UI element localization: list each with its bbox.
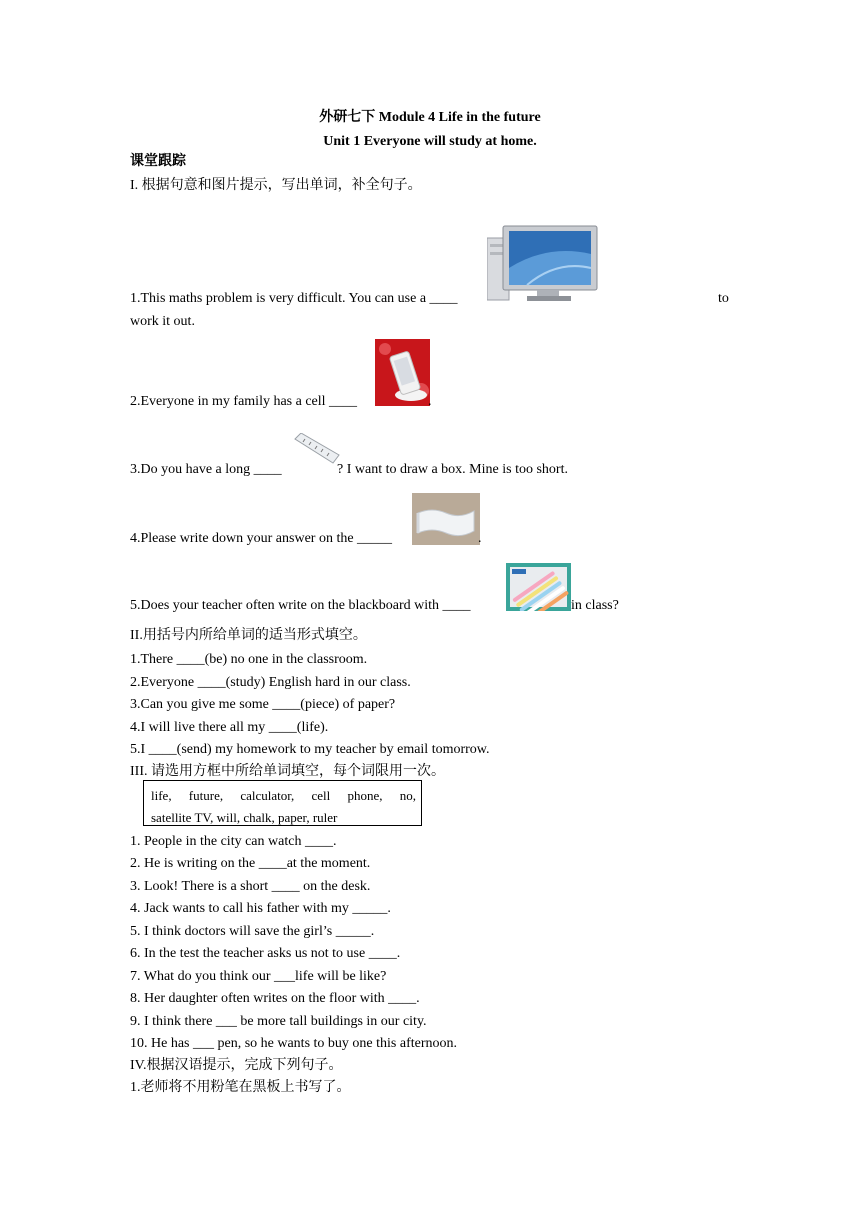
part2-item: 4.I will live there all my ____(life). xyxy=(130,720,329,735)
part2-item: 1.There ____(be) no one in the classroom. xyxy=(130,652,368,667)
part1-q2-tail: . xyxy=(428,394,432,409)
word-box-line1 xyxy=(151,788,416,804)
part3-heading: III. 请选用方框中所给单词填空，每个词限用一次。 xyxy=(130,764,445,779)
page-title: 外研七下 Module 4 Life in the future xyxy=(319,110,541,125)
word-box-line2: satellite TV, will, chalk, paper, ruler xyxy=(151,810,338,825)
part1-q3-tail: ? I want to draw a box. Mine is too short. xyxy=(337,462,568,477)
part1-q4-tail: . xyxy=(478,531,482,546)
part3-item: 8. Her daughter often writes on the floor with ____. xyxy=(130,991,420,1006)
word-box-word: future, xyxy=(188,788,224,803)
word-box-word: calculator, xyxy=(240,788,295,803)
paper-icon xyxy=(412,493,480,545)
word-box xyxy=(143,780,422,826)
part1-q4-text: 4.Please write down your answer on the _____ xyxy=(130,531,393,546)
part3-item: 10. He has ___ pen, so he wants to buy one this afternoon. xyxy=(130,1036,457,1051)
section-label: 课堂跟踪 xyxy=(130,154,186,169)
part2-item: 3.Can you give me some ____(piece) of paper? xyxy=(130,697,396,712)
part3-item: 3. Look! There is a short ____ on the desk. xyxy=(130,879,371,894)
page-subtitle: Unit 1 Everyone will study at home. xyxy=(323,134,537,149)
part3-item: 5. I think doctors will save the girl’s _____. xyxy=(130,924,375,939)
part2-item: 2.Everyone ____(study) English hard in our class. xyxy=(130,675,411,690)
part3-item: 7. What do you think our ___life will be like? xyxy=(130,969,387,984)
word-box-word: cell xyxy=(311,788,331,803)
part1-q1-tail: to xyxy=(718,291,729,306)
cell-phone-icon xyxy=(375,339,430,406)
part4-heading: IV.根据汉语提示，完成下列句子。 xyxy=(130,1058,343,1073)
computer-monitor-icon xyxy=(487,224,598,304)
part3-item: 1. People in the city can watch ____. xyxy=(130,834,337,849)
part3-item: 9. I think there ___ be more tall buildings in our city. xyxy=(130,1014,427,1029)
part3-item: 6. In the test the teacher asks us not to use ____. xyxy=(130,946,401,961)
part1-q1-text: 1.This maths problem is very difficult. You can use a ____ xyxy=(130,291,458,306)
part1-heading: I. 根据句意和图片提示，写出单词，补全句子。 xyxy=(130,178,422,193)
part1-q1-cont: work it out. xyxy=(130,314,195,329)
part4-item: 1.老师将不用粉笔在黑板上书写了。 xyxy=(130,1080,351,1095)
word-box-word: no, xyxy=(399,788,416,803)
part3-item: 2. He is writing on the ____at the moment. xyxy=(130,856,371,871)
word-box-word: life, xyxy=(151,788,172,803)
part2-heading: II.用括号内所给单词的适当形式填空。 xyxy=(130,628,367,643)
part1-q5-text: 5.Does your teacher often write on the blackboard with ____ xyxy=(130,598,471,613)
part2-item: 5.I ____(send) my homework to my teacher by email tomorrow. xyxy=(130,742,490,757)
ruler-icon xyxy=(293,433,340,468)
part1-q2-text: 2.Everyone in my family has a cell ____ xyxy=(130,394,358,409)
part3-item: 4. Jack wants to call his father with my _____. xyxy=(130,901,391,916)
word-box-word: phone, xyxy=(347,788,383,803)
part1-q5-tail: in class? xyxy=(571,598,619,613)
chalk-icon xyxy=(506,563,571,611)
part1-q3-text: 3.Do you have a long ____ xyxy=(130,462,282,477)
